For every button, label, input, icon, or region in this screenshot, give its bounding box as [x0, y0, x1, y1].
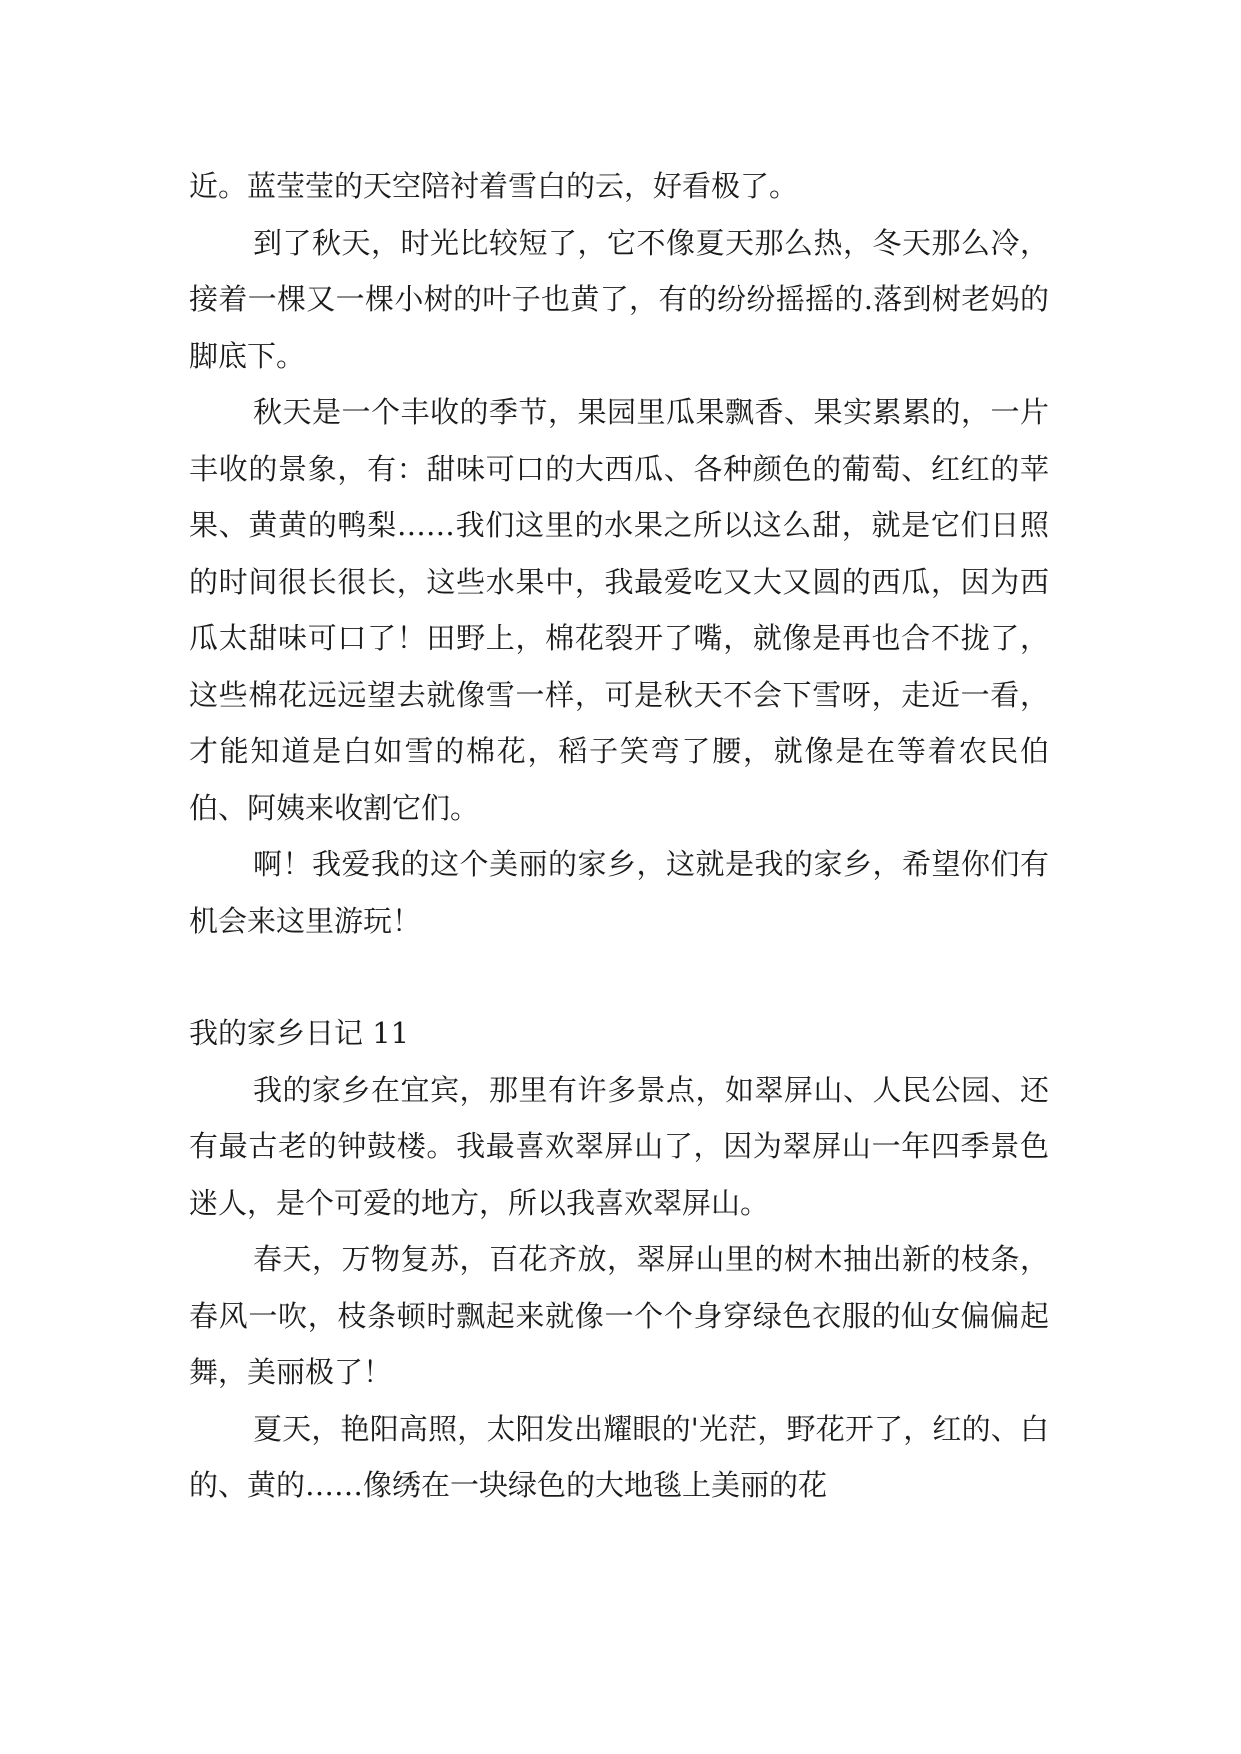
paragraph-autumn-harvest: 秋天是一个丰收的季节，果园里瓜果飘香、果实累累的，一片丰收的景象，有：甜味可口的大西瓜、各种颜色的葡萄、红红的苹果、黄黄的鸭梨……我们这里的水果之所以这么甜，就是它们日照的时间很长很长，这些水果中，我最爱吃又大又圆的西瓜，因为西瓜太甜味可口了！田野上，棉花裂开了嘴，就像是再也合不拢了，这些棉花远远望去就像雪一样，可是秋天不会下雪呀，走近一看，才能知道是白如雪的棉花，稻子笑弯了腰，就像是在等着农民伯伯、阿姨来收割它们。 [189, 395, 1049, 825]
paragraph-summer: 夏天，艳阳高照，太阳发出耀眼的'光茫，野花开了，红的、白的、黄的……像绣在一块绿色的大地毯上美丽的花 [189, 1411, 1049, 1502]
paragraph-yibin-intro: 我的家乡在宜宾，那里有许多景点，如翠屏山、人民公园、还有最古老的钟鼓楼。我最喜欢翠屏山了，因为翠屏山一年四季景色迷人，是个可爱的地方，所以我喜欢翠屏山。 [189, 1072, 1049, 1220]
paragraph-autumn-short-days: 到了秋天，时光比较短了，它不像夏天那么热，冬天那么冷，接着一棵又一棵小树的叶子也黄了，有的纷纷摇摇的.落到树老妈的脚底下。 [189, 225, 1049, 373]
paragraph-spring: 春天，万物复苏，百花齐放，翠屏山里的树木抽出新的枝条，春风一吹，枝条顿时飘起来就像一个个身穿绿色衣服的仙女偏偏起舞，美丽极了！ [189, 1242, 1049, 1389]
paragraph-continuation: 近。蓝莹莹的天空陪衬着雪白的云，好看极了。 [189, 169, 799, 203]
section-title: 我的家乡日记 11 [189, 1016, 410, 1050]
paragraph-love-hometown: 啊！我爱我的这个美丽的家乡，这就是我的家乡，希望你们有机会来这里游玩！ [189, 847, 1049, 938]
document-body [189, 158, 1049, 1514]
section-spacer [189, 949, 1049, 1005]
